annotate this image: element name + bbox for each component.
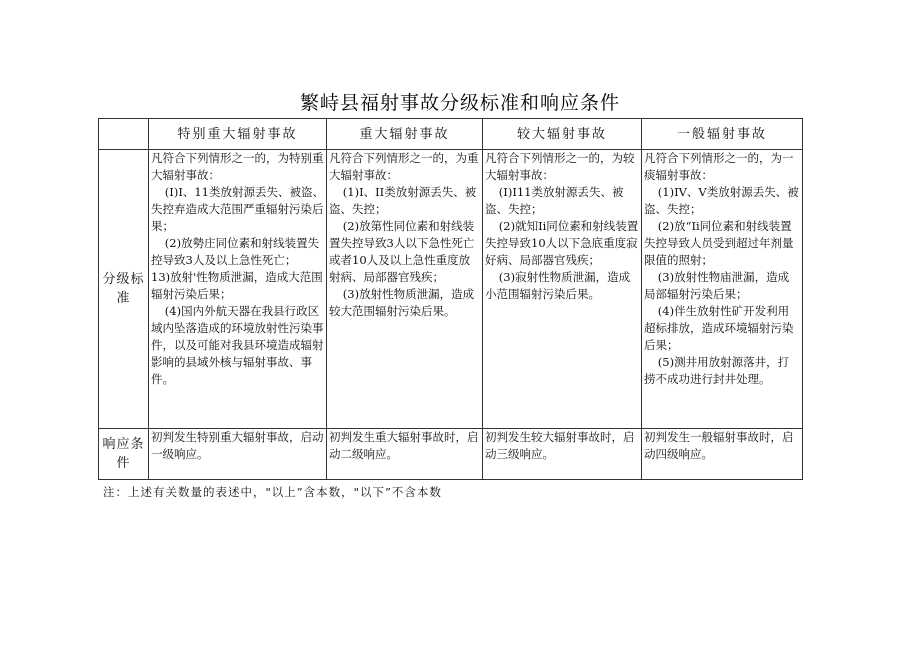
response-cell-larger: 初判发生较大辐射事故时，启动三级响应。 <box>483 429 642 480</box>
column-header-especially-major: 特别重大辐射事故 <box>149 119 327 150</box>
criteria-text: 凡符合下列情形之一的，为一痰辐射事故： <box>644 151 794 182</box>
response-cell-major: 初判发生重大辐射事故时，启动二级响应。 <box>327 429 483 480</box>
response-cell-especially-major: 初判发生特别重大辐射事故，启动一级响应。 <box>149 429 327 480</box>
response-row <box>99 429 803 480</box>
column-header-larger: 较大辐射事故 <box>483 119 642 150</box>
criteria-cell-especially-major <box>149 150 327 429</box>
criteria-cell-general <box>642 150 803 429</box>
header-row <box>99 119 803 150</box>
corner-cell <box>99 119 149 150</box>
classification-table <box>98 118 803 480</box>
criteria-text: (I)I11类放射源丢失、被盗、失控； <box>485 185 624 216</box>
criteria-text: 凡符合下列情形之一的，为特别重大辐射事故： <box>151 151 324 182</box>
column-header-major: 重大辐射事故 <box>327 119 483 150</box>
criteria-row <box>99 150 803 429</box>
criteria-cell-larger <box>483 150 642 429</box>
criteria-text: (3)放射性物庙泄漏，造成局部辐射污染后果； <box>644 270 790 301</box>
criteria-text: (3)寂射性物质泄漏，造成小范围辐射污染后果。 <box>485 270 631 301</box>
criteria-text: 凡符合下列情形之一的，为较大辐射事故： <box>485 151 635 182</box>
footnote: 注：上述有关数量的表述中，"以上”含本数，"以下”不含本数 <box>103 485 442 499</box>
criteria-text: (2)就知Ii同位素和射线装置失控导致10人以下急底重度寂好病、局部器官残疾； <box>485 219 639 267</box>
response-cell-general: 初判发生一般辐射事故时，启动四级响应。 <box>642 429 803 480</box>
criteria-text: (5)测井用放射源落井，打捞不成功进行封井处理。 <box>644 355 790 386</box>
criteria-text: (I)I、11类放射源丢失、被盗、失控弃造成大范围严重辐射污染后果； <box>151 185 324 233</box>
criteria-text: (1)IV、V类放射源丢失、被盗、失控； <box>644 185 799 216</box>
criteria-text: 凡符合下列情形之一的，为重大辐射事故： <box>329 151 479 182</box>
criteria-text: (1)I、II类放射源丢失、被盗、失控； <box>329 185 477 216</box>
criteria-cell-major <box>327 150 483 429</box>
criteria-text: (2)放“Ii同位素和射线装置失控导致人员受到超过年剂量限值的照射； <box>644 219 794 267</box>
column-header-general: 一般辐射事故 <box>642 119 803 150</box>
criteria-text: (2)放第性同位素和射线装置失控导致3人以下急性死亡或者10人及以上急性重度放射病、局部器官残疾； <box>329 219 475 284</box>
row-header-response: 响应条件 <box>99 429 149 480</box>
criteria-text: 13)放射'性物质泄漏，造成大范围辐射污染后果； <box>151 270 323 301</box>
criteria-text: (2)放勢庄同位素和射线装置失控导致3人及以上急性死亡； <box>151 236 320 267</box>
criteria-text: (4)伴生放射性矿开发利用超标排放，造成环境辐射污染后果； <box>644 304 794 352</box>
document-title: 繁峙县福射事故分级标准和响应条件 <box>299 92 620 114</box>
row-header-criteria: 分级标准 <box>99 150 149 429</box>
criteria-text: (3)放射性物质泄漏，造成较大范围辐射污染后果。 <box>329 287 475 318</box>
criteria-text: (4)国内外航天器在我县行政区域内坠落造成的环境放射性污染事件，以及可能对我县环境造成辐射影响的县域外核与辐射事故、事件。 <box>151 304 324 386</box>
